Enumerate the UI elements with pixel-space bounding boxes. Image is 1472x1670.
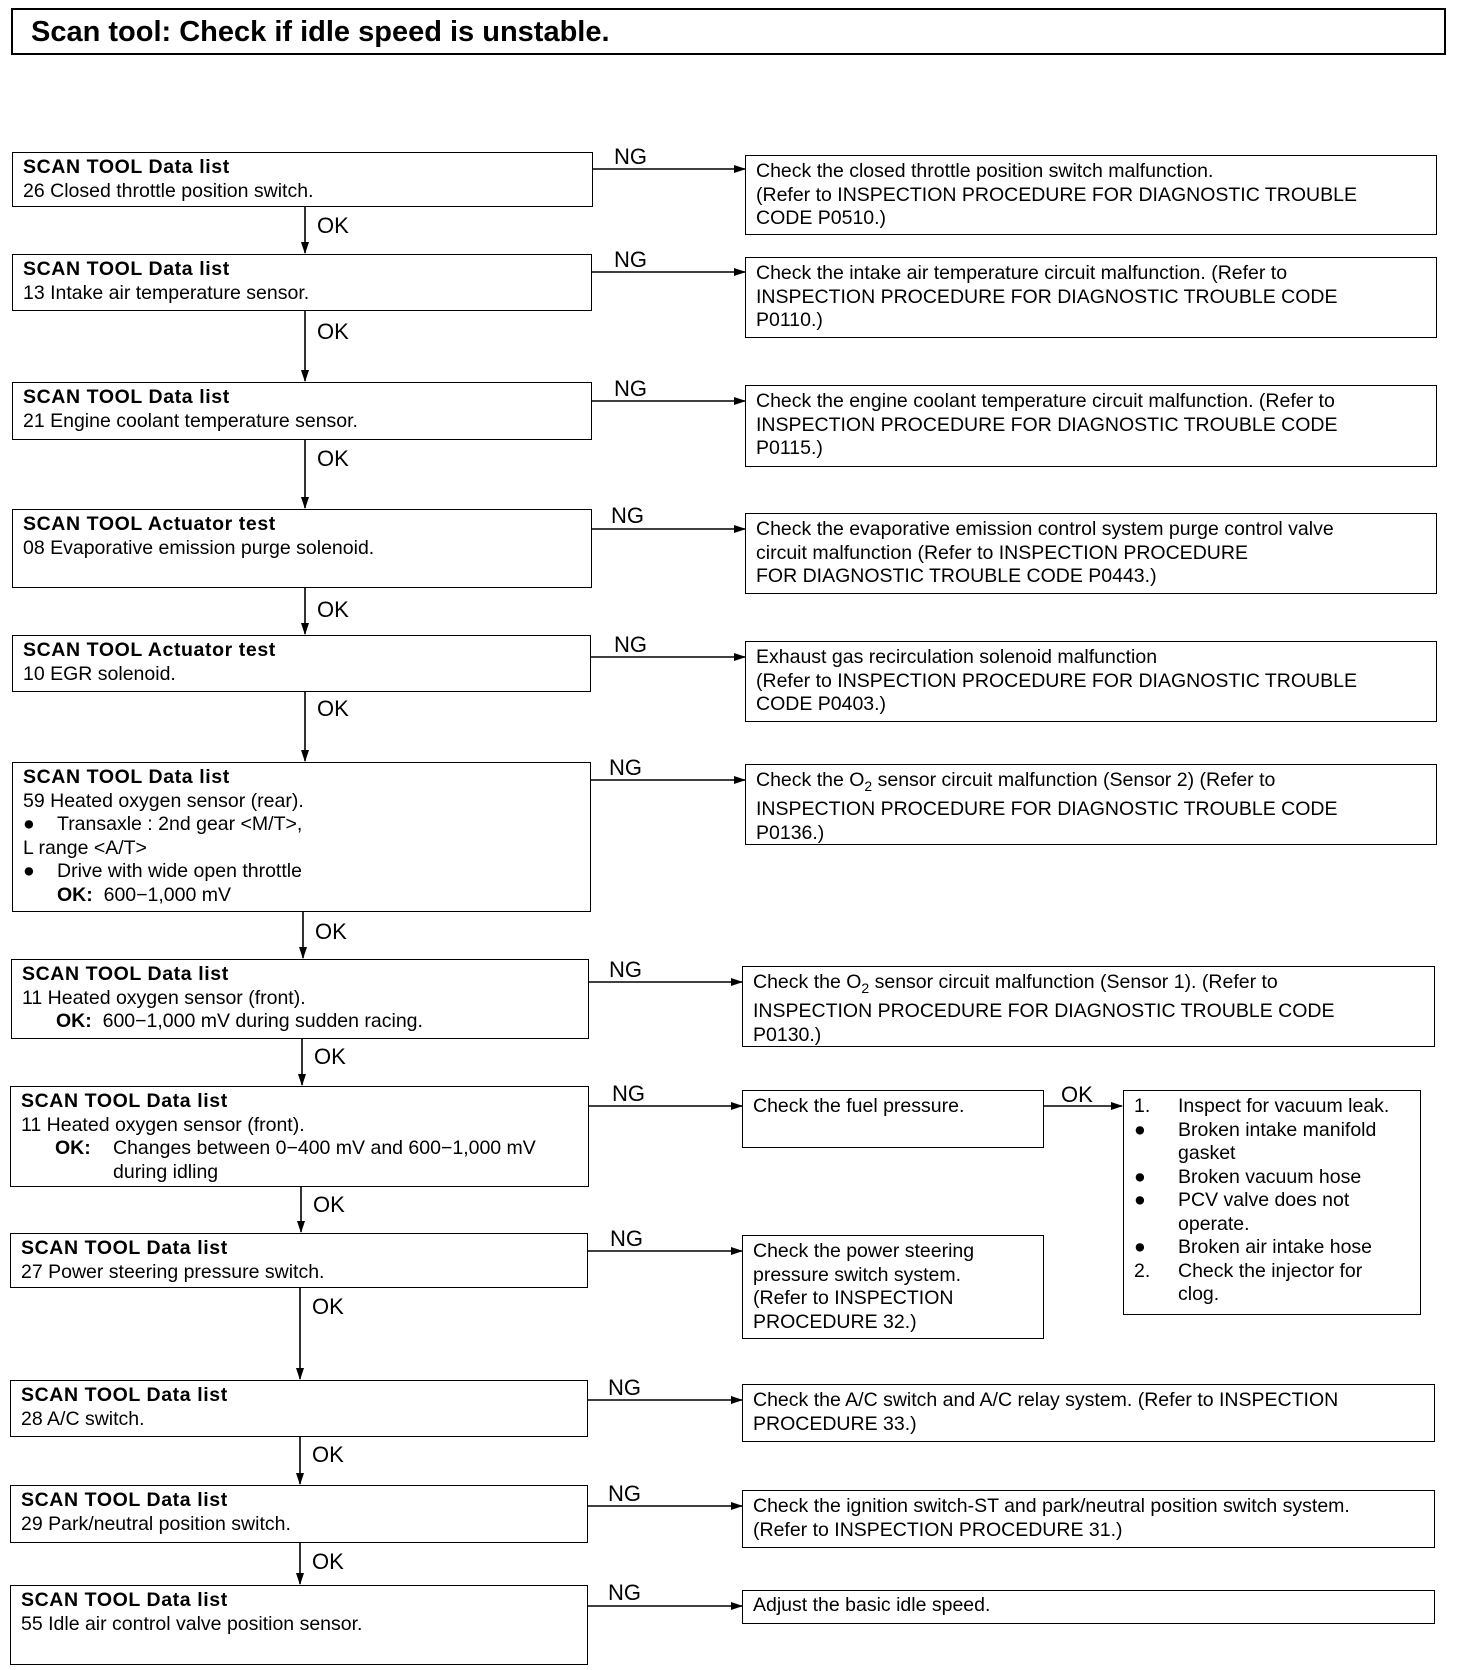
ok-label-8: OK [313, 1192, 345, 1217]
step-header: SCAN TOOL Data list [21, 1489, 228, 1511]
step-header: SCAN TOOL Data list [21, 1237, 228, 1259]
step-line: 08 Evaporative emission purge solenoid. [23, 536, 375, 559]
result-line: CODE P0403.) [756, 693, 887, 715]
result-line: INSPECTION PROCEDURE FOR DIAGNOSTIC TROUBLE CODE [753, 1000, 1335, 1023]
ng-label-10: NG [608, 1375, 641, 1400]
result-line: P0115.) [756, 437, 823, 459]
ok-criteria: OK: 600−1,000 mV during sudden racing. [56, 1010, 423, 1032]
result-line: Check the engine coolant temperature circuit malfunction. (Refer to [756, 390, 1335, 412]
ng-label-9: NG [610, 1226, 643, 1251]
result-line: Check the closed throttle position switch malfunction. [756, 160, 1214, 182]
result-line: P0110.) [756, 309, 823, 331]
step-box-1 [12, 152, 593, 207]
step-line: 55 Idle air control valve position sensor. [21, 1612, 363, 1635]
bullet-line: ● Transaxle : 2nd gear <M/T>, [23, 813, 303, 835]
result-box-9 [742, 1235, 1044, 1339]
step-line: 11 Heated oxygen sensor (front). [22, 986, 306, 1009]
followup-line: 1. Inspect for vacuum leak. [1134, 1095, 1390, 1117]
step-header: SCAN TOOL Data list [23, 766, 230, 788]
ng-label-7: NG [609, 957, 642, 982]
step-line: 10 EGR solenoid. [23, 662, 176, 685]
result-box-5 [745, 641, 1437, 722]
step-line: 27 Power steering pressure switch. [21, 1260, 325, 1283]
ng-label-4: NG [611, 503, 644, 528]
step-box-4 [12, 509, 592, 588]
followup-line: ● Broken vacuum hose [1134, 1165, 1362, 1188]
result-line: (Refer to INSPECTION PROCEDURE FOR DIAGNOSTIC TROUBLE [756, 183, 1357, 206]
ok-label-2: OK [317, 319, 349, 344]
step-line: 21 Engine coolant temperature sensor. [23, 409, 358, 432]
result-box-1 [745, 155, 1437, 235]
result-line: CODE P0510.) [756, 207, 887, 229]
step-box-12 [10, 1585, 588, 1665]
result-line: PROCEDURE 32.) [753, 1310, 917, 1333]
ok-label-fuel: OK [1061, 1082, 1093, 1107]
ok-label-11: OK [312, 1549, 344, 1574]
step-box-10 [10, 1380, 588, 1437]
result-line: P0136.) [756, 821, 825, 844]
bullet-icon: ● [1134, 1118, 1146, 1141]
result-line: Check the $O_2$ sensor circuit malfunction (Sensor 2) (Refer to [756, 769, 1276, 794]
ng-label-12: NG [608, 1580, 641, 1605]
ok-label-3: OK [317, 446, 349, 471]
result-box-8 [742, 1090, 1044, 1148]
result-line: FOR DIAGNOSTIC TROUBLE CODE P0443.) [756, 565, 1157, 587]
result-line: Check the ignition switch-ST and park/neutral position switch system. [753, 1495, 1350, 1517]
followup-line: operate. [1178, 1212, 1250, 1235]
step-box-6 [12, 762, 591, 912]
result-line: Check the $O_2$ sensor circuit malfunction (Sensor 1). (Refer to [753, 971, 1278, 996]
result-line: P0130.) [753, 1023, 822, 1046]
result-box-2 [745, 257, 1437, 338]
result-box-10 [742, 1384, 1435, 1442]
ng-label-2: NG [614, 247, 647, 272]
bullet-icon: ● [23, 860, 35, 882]
bullet-line: ● Drive with wide open throttle [23, 860, 302, 882]
result-line: (Refer to INSPECTION PROCEDURE FOR DIAGNOSTIC TROUBLE [756, 669, 1357, 692]
followup-line: clog. [1178, 1283, 1220, 1305]
step-line: 11 Heated oxygen sensor (front). [21, 1113, 305, 1136]
step-header: SCAN TOOL Data list [22, 963, 229, 985]
ng-label-5: NG [614, 632, 647, 657]
result-line: (Refer to INSPECTION [753, 1287, 954, 1309]
bullet-icon: ● [1134, 1189, 1146, 1211]
result-box-11 [742, 1490, 1435, 1548]
step-header: SCAN TOOL Actuator test [23, 639, 276, 661]
followup-line: ● Broken intake manifold [1134, 1118, 1377, 1141]
step-line: 29 Park/neutral position switch. [21, 1512, 291, 1535]
step-line: 28 A/C switch. [21, 1407, 145, 1430]
step-line: during idling [113, 1160, 219, 1183]
result-line: INSPECTION PROCEDURE FOR DIAGNOSTIC TROUBLE CODE [756, 285, 1338, 308]
bullet-icon: ● [1134, 1165, 1146, 1188]
ng-label-3: NG [614, 376, 647, 401]
result-line: Check the intake air temperature circuit malfunction. (Refer to [756, 262, 1288, 284]
result-line: INSPECTION PROCEDURE FOR DIAGNOSTIC TROUBLE CODE [756, 798, 1338, 821]
followup-box [1123, 1090, 1421, 1315]
ok-label-5: OK [317, 696, 349, 721]
step-header: SCAN TOOL Data list [23, 156, 230, 178]
followup-line: ● Broken air intake hose [1134, 1236, 1373, 1258]
result-line: Check the fuel pressure. [753, 1095, 965, 1117]
step-header: SCAN TOOL Data list [23, 386, 230, 408]
step-header: SCAN TOOL Data list [21, 1090, 228, 1112]
ng-label-1: NG [614, 144, 647, 169]
result-line: Check the A/C switch and A/C relay system. (Refer to INSPECTION [753, 1389, 1339, 1411]
ng-label-6: NG [609, 755, 642, 780]
step-box-11 [10, 1485, 588, 1543]
result-box-6 [745, 764, 1437, 845]
ng-label-11: NG [608, 1481, 641, 1506]
result-line: Adjust the basic idle speed. [753, 1594, 991, 1616]
ok-label-10: OK [312, 1442, 344, 1467]
ok-label-1: OK [317, 213, 349, 238]
step-header: SCAN TOOL Data list [21, 1589, 228, 1611]
step-box-5 [12, 635, 591, 692]
step-box-8 [10, 1086, 589, 1187]
result-line: Check the power steering [753, 1240, 975, 1262]
ok-label-6: OK [315, 919, 347, 944]
result-line: INSPECTION PROCEDURE FOR DIAGNOSTIC TROUBLE CODE [756, 413, 1338, 436]
result-box-7 [742, 966, 1435, 1047]
ok-label-7: OK [314, 1044, 346, 1069]
step-header: SCAN TOOL Data list [23, 258, 230, 280]
ok-criteria: OK: Changes between 0−400 mV and 600−1,000 mV [55, 1137, 536, 1159]
ok-label-4: OK [317, 597, 349, 622]
result-box-4 [745, 513, 1437, 594]
result-line: PROCEDURE 33.) [753, 1412, 917, 1435]
step-header: SCAN TOOL Data list [21, 1384, 228, 1406]
page-title: Scan tool: Check if idle speed is unstable. [31, 16, 610, 48]
ok-criteria: OK: 600−1,000 mV [57, 883, 231, 906]
followup-line: 2. Check the injector for [1134, 1259, 1363, 1282]
step-box-3 [12, 382, 592, 440]
step-line: 26 Closed throttle position switch. [23, 179, 314, 202]
step-box-7 [11, 959, 589, 1039]
ok-label-9: OK [312, 1294, 344, 1319]
step-line: 13 Intake air temperature sensor. [23, 281, 310, 304]
step-box-2 [12, 254, 592, 311]
result-box-3 [745, 385, 1437, 467]
step-line: L range <A/T> [23, 836, 147, 859]
step-line: 59 Heated oxygen sensor (rear). [23, 789, 304, 812]
result-line: pressure switch system. [753, 1263, 962, 1286]
followup-line: gasket [1178, 1142, 1236, 1164]
bullet-icon: ● [23, 813, 35, 835]
followup-line: ● PCV valve does not [1134, 1189, 1350, 1211]
step-header: SCAN TOOL Actuator test [23, 513, 276, 535]
result-line: Check the evaporative emission control system purge control valve [756, 518, 1334, 540]
ng-label-8: NG [612, 1081, 645, 1106]
result-line: (Refer to INSPECTION PROCEDURE 31.) [753, 1518, 1123, 1541]
result-line: circuit malfunction (Refer to INSPECTION PROCEDURE [756, 541, 1248, 564]
result-box-12 [742, 1590, 1435, 1624]
result-line: Exhaust gas recirculation solenoid malfunction [756, 646, 1158, 668]
bullet-icon: ● [1134, 1236, 1146, 1258]
step-box-9 [10, 1233, 588, 1288]
